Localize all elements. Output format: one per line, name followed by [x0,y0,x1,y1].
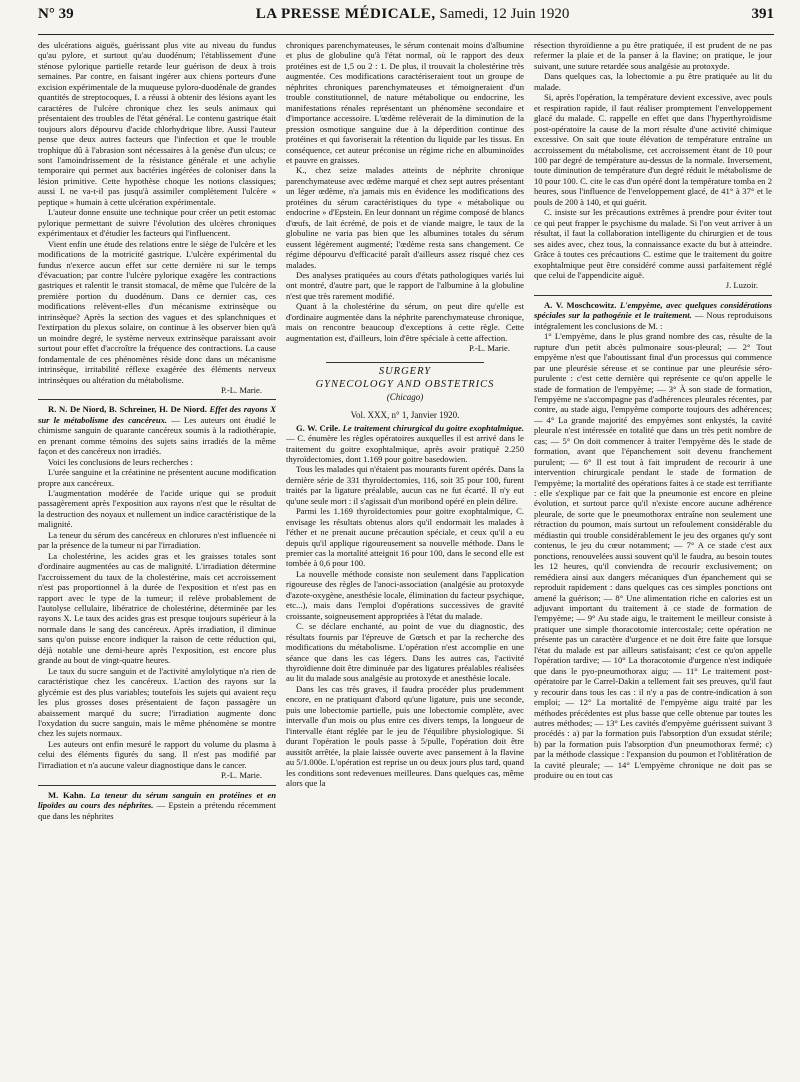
section-city: (Chicago) [386,391,424,402]
divider [38,399,276,400]
abstract-entry [534,300,772,331]
entry-authors: R. N. De Niord, B. Schreiner, H. De Niord. [48,404,207,415]
entry-title: Le traitement chirurgical du goitre exophtalmique. [342,422,524,433]
paragraph: résection thyroïdienne a pu être pratiquée, il est prudent de ne pas refermer la plaie et de la panser à la flavine; on pratique, le jour suivant, une suture retardée sous analgésie au protoxyde. [534,40,772,71]
paragraph: des ulcérations aiguës, guérissant plus vite au niveau du fundus qu'au pylore, et surtout qu'au duodénum; l'établissement d'une sténose pylorique partielle retarde leur guérison de deux à trois semaines. Par contre, en faisant ingérer aux chiens porteurs d'une excision expérimentale de la muqueuse pyloro-duodénale de grandes quantités de streptocoques, I. a réussi à obtenir des lésions ayant les caractères de l'ulcère chronique chez les seuls animaux qui présentaient des troubles de l'état général. Le contenu gastrique était toujours alors dépourvu d'acide chlorhydrique libre. Aussi l'auteur pense que deux autres facteurs que l'infection et que le trouble trophique dû à l'abrasion sont nécessaires à la genèse d'un ulcus; ce sont l'amoindrissement de la résistance générale et une achylie temporaire qui permet aux bactéries ingérées de coloniser dans la lésion primitive. Cette hypothèse choque les notions classiques; aussi I. ne va-t-il pas jusqu'à assimiler complètement l'ulcère « peptique » humain à cette ulcération expérimentale. [38,40,276,207]
entry-title: Effet des rayons X sur le métabolisme des cancéreux. [38,404,276,425]
paragraph: K., chez seize malades atteints de néphrite chronique parenchymateuse avec œdème marqué et chez sept autres présentant un léger œdème, n'a jamais mis en évidence les modifications des protéines du sérum caractéristiques du type « métabolique ou endocrine » d'Epstein. En leur donnant un régime composé de blancs d'œufs, de lait écrémé, de pois et de viande maigre, le taux de la globuline ne varia pas bien que les albumines totales du sérum eussent légèrement augmenté; l'œdème resta sans changement. Ce régime dépourvu d'efficacité paraît d'ailleurs assez risqué chez ces malades. [286,165,524,270]
paragraph: Dans les cas très graves, il faudra procéder plus prudemment encore, en ne pratiquant d'abord qu'une ligature, puis une seconde, puis une lobectomie partielle, puis une lobectomie complète, avec intervalle d'un mois ou plus entre ces divers temps, la longueur de l'intervalle étant réglée par le jeu de l'équilibre physiologique. Si durant l'opération le pouls passe à 5/pulle, l'opération doit être aussitôt arrêtée, la plaie laissée ouverte avec pansement à la flavine au 5/1.000e. L'opération est reprise un ou deux jours plus tard, quand les conditions sont redevenues meilleures. Dans quelques cas, même alors que la [286,683,524,788]
signature: P.-L. Marie. [220,770,262,781]
entry-text: — C. énumère les règles opératoires auxquelles il est arrivé dans le traitement du goitre exophtalmique, après avoir pratiqué 2.250 thyroïdectomies, dont 1.169 pour goitre basedowien. [286,433,524,464]
abstract-entry [38,404,276,456]
paragraph: L'urée sanguine et la créatinine ne présentent aucune modification propre aux cancéreux. [38,467,276,488]
volume-line: Vol. XXX, n° 1, Janvier 1920. [350,409,460,420]
paragraph: C. se déclare enchanté, au point de vue du diagnostic, des résultats fournis par l'épreuve de Gœtsch et par la recherche des modifications du métabolisme. L'opération n'est accomplie en une séance que dans les cas légers. Dans les autres cas, l'activité thyroïdienne doit être diminuée par des ligatures préalables réalisées au lit du malade sous analgésie au protoxyde et anesthésie locale. [286,621,524,684]
issue-number: N° 39 [38,6,74,22]
paragraph: Dans quelques cas, la lobectomie a pu être pratiquée au lit du malade. [534,71,772,92]
paragraph: chroniques parenchymateuses, le sérum contenait moins d'albumine et plus de globuline qu'à l'état normal, où le rapport des deux protéines est de 1,5 ou 2 : 1. De plus, il trouvait la cholestérine très augmentée. Ces modifications caractériseraient tout un groupe de néphrites chroniques parenchymateuses et témoigneraient d'un trouble constitutionnel, de nature métabolique ou endocrine, les manifestations rénales représentant un phénomène secondaire et d'importance accessoire. L'œdème relèverait de la diminution de la pression osmotique sanguine due à la déperdition continue des protéines et qui favoriserait la rétention du liquide par les tissus. En conséquence, cet auteur préconise un régime riche en albuminoïdes et pauvre en graisses. [286,40,524,165]
paragraph: Les auteurs ont enfin mesuré le rapport du volume du plasma à celui des éléments figurés du sang. Il n'est pas modifié par l'irradiation et n'a aucune valeur diagnostique dans le cancer. [38,738,276,770]
column-middle [286,40,524,1080]
signature: J. Luzoir. [725,280,758,291]
page-header [38,6,774,35]
abstract-entry [38,790,276,821]
entry-text: — Epstein a prétendu récemment que dans les néphrites [38,800,276,821]
paragraph: L'augmentation modérée de l'acide urique qui se produit passagèrement après l'exposition aux rayons n'est que le résultat de la destruction des noyaux et nullement un indice caractéristique de la malignité. [38,488,276,530]
entry-text: — Les auteurs ont étudié le chimisme sanguin de quarante cancéreux soumis à la radiothérapie, en prenant comme témoins des sujets sains irradiés de la même façon et des cancéreux non irradiés. [38,414,276,457]
abstract-entry [286,423,524,465]
paragraph: La nouvelle méthode consiste non seulement dans l'application rigoureuse des règles de l'anoci-association (analgésie au protoxyde d'azote-oxygène, anesthésie locale, élimination du facteur psychique, etc...), mais dans l'emploi d'opérations successives de gravité croissante, soigneusement appropriées à l'état du malade. [286,568,524,621]
paragraph: Le taux du sucre sanguin et de l'activité amylolytique n'a rien de caractéristique chez les cancéreux. L'action des rayons sur la glycémie est des plus variables; toutefois les sujets qui avaient reçu les plus grosses doses présentaient de façon passagère un abaissement marqué du sucre; l'irradiation augmente donc l'oxydation du sucre sanguin, mais le même phénomène se montre chez les sujets normaux. [38,665,276,739]
paragraph: Vient enfin une étude des relations entre le siège de l'ulcère et les modifications de la motricité gastrique. L'ulcère expérimental du fundus n'exerce aucun effet sur cette dernière ni sur le temps d'évacuation; par contre l'ulcère pylorique exagère les contractions gastriques et ralentit le transit stomacal, de même que l'ulcère de la première portion du duodénum. Dans ce dernier cas, ces modifications relèvent-elles d'un mécanisme extrinsèque ou intrinsèque? Après la section des vagues et des splanchniques et l'extirpation du plexus solaire, on continue à les observer bien qu'à un moindre degré, le système nerveux extrinsèque paraissant avoir surtout pour effet d'accroître la fréquence des contractions. La cause fondamentale de ces phénomènes réside donc dans un mécanisme intrinsèque, irritabilité réflexe exagérée des éléments nerveux intrinsèques ou altération du métabolisme. [38,238,276,385]
running-title [256,6,570,23]
signature: P.-L. Marie. [468,343,510,354]
entry-authors: M. Kahn. [48,789,86,800]
divider [534,295,772,296]
section-title: SURGERY [378,365,432,377]
paragraph: Quant à la cholestérine du sérum, on peut dire qu'elle est d'ordinaire augmentée dans la néphrite parenchymateuse chronique, mais on rencontre beaucoup d'exceptions à cette règle. Cette augmentation est, d'ailleurs, loin d'être spéciale à cette affection. [286,301,524,343]
section-rule [326,362,484,363]
journal-name: LA PRESSE MÉDICALE, [255,6,436,22]
paragraph: L'auteur donne ensuite une technique pour créer un petit estomac pylorique permettant de suivre l'évolution des ulcères chroniques expérimentaux et d'étudier les facteurs qui l'influencent. [38,207,276,239]
paragraph: C. insiste sur les précautions extrêmes à prendre pour éviter tout ce qui peut frapper le psychisme du malade. Si l'on veut arriver à un résultat, il faut la collaboration intelligente du chirurgien et de tous ses aides avec, chez tous, la connaissance exacte du but à atteindre. Grâce à toutes ces précautions C. estime que le traitement du goitre exophtalmique peut être considéré comme aussi parfaitement réglé que celui de l'appendicite aiguë. [534,207,772,280]
page-number: 391 [751,6,774,22]
paragraph: Tous les malades qui n'étaient pas mourants furent opérés. Dans la dernière série de 331 thyroïdectomies, 116, soit 35 pour 100, furent traités par la ligature préalable, aucun cas ne fut écarté. Il n'y eut qu'une seule mort : il s'agissait d'un moribond opéré en plein délire. [286,464,524,506]
paragraph: Si, après l'opération, la température devient excessive, avec pouls et respiration rapide, il faut réaliser promptement l'enveloppement glacé du malade. C. rappelle en effet que dans l'hyperthyroïdisme post-opératoire la cause de la mort résulte d'une activité chimique excessive. On sait que toute élévation de température entraîne un accroissement du métabolisme, cet accroissement étant de 10 pour 100 par degré de température au-dessus de la normale. Inversement, toute diminution de température d'un degré réduit le métabolisme de 10 pour 100. C. cite le cas d'un opéré dont la température tomba en 2 heures, sous l'influence de l'enveloppement glacé, de 41° à 37° et le pouls de 200 à 140, et qui guérit. [534,92,772,207]
issue-date: Samedi, 12 Juin 1920 [439,6,570,22]
entry-title: L'empyème, avec quelques considérations spéciales sur la pathogénie et le traitement. [534,299,772,321]
entry-title: La teneur du sérum sanguin en protéines et en lipoïdes au cours des néphrites. [38,789,276,811]
column-right [534,40,772,1080]
columns [38,40,774,1080]
paragraph: 1° L'empyème, dans le plus grand nombre des cas, résulte de la rupture d'un petit abcès pulmonaire sous-pleural; — 2° Tout empyème n'est que l'aboutissant final d'un processus qui commence par une pleurésie séreuse et se continue par une pleurésie séro-purulente : c'est cette dernière qui représente ce qu'on appelle le stade de formation de l'empyème; — 3° À son stade de formation, l'empyème ne s'accompagne pas d'adhérences pleurales récentes, par contre, au stade aigu, l'empyème comporte toujours des adhérences; — 4° La grande majorité des empyèmes sont enkystés, la cavité pleurale n'est intéressée en totalité que dans un très petit nombre de cas; — 5° On doit commencer à traiter l'empyème dès le stade de formation, avant que l'épanchement soit devenu franchement purulent; — 6° Il est tout à fait imprudent de recourir à une intervention chirurgicale pendant le stade de formation de l'empyème; la mortalité des opérations faites à ce stade est terrifiante : elle s'explique par ce fait que la pneumonie est encore en pleine évolution, et surtout parce qu'il n'existe encore aucune adhérence pleurale, de sorte que le pneumothorax entraîne non seulement une rétraction du poumon, mais surtout un refoulement considérable du médiastin qui trouble considérablement le jeu des organes qu'y sont contenus, le jeu du cœur notamment; — 7° A ce stade c'est aux ponctions, renouvelées aussi souvent qu'il le faudra, au besoin toutes les 12 heures, qu'il conviendra de recourir exclusivement; on remédiera ainsi aux dangers mécaniques d'un épanchement qui se reproduit rapidement : dans quelques cas ces simples ponctions ont amené la guérison; — 8° Une alimentation riche en calories est un adjuvant important du traitement à ce stade de formation de l'empyème; — 9° Au stade aigu, le traitement le meilleur consiste à pratiquer une simple thoracotomie intercostale; cette opération ne présente pas un caractère d'urgence et ne doit être faite que lorsque l'état du malade est par ailleurs satisfaisant; c'est ce qu'on appelle l'opération tardive; — 10° La thoracotomie d'urgence n'est indiquée que dans le pyo-pneumothorax aigu; — 11° Le traitement post-opératoire par le Carrel-Dakin a tellement fait ses preuves, qu'il faut y recourir dans tous les cas : il n'y a pas de contre-indication à son emploi; — 12° La mortalité de l'empyème aigu traité par les méthodes précédentes est plus basse que celle obtenue par toutes les autres méthodes; — 13° Les cavités d'empyème guérissent suivant 3 procédés : a) par la formation puis l'absorption d'un exsudat stérile; b) par la formation puis l'absorption d'un pneumothorax fermé; c) par la méthode classique : l'expansion du poumon et l'oblitération de la cavité pleurale; — 14° L'empyème chronique ne doit pas se produire ou en tout cas [534,331,772,781]
entry-authors: A. V. Moschcowitz. [544,299,617,310]
column-left [38,40,276,1080]
signature: P.-L. Marie. [220,384,262,395]
paragraph: Parmi les 1.169 thyroïdectomies pour goitre exophtalmique, C. envisage les résultats obtenus alors qu'il endormait les malades à l'éther et ne prenait aucune précaution spéciale, et ceux qu'il a eu depuis qu'il applique rigoureusement sa nouvelle méthode. Dans le premier cas la mortalité atteignit 16 pour 100, dans le second elle est tombée à 0,6 pour 100. [286,506,524,569]
section-title-2: GYNECOLOGY AND OBSTETRICS [315,378,495,390]
paragraph: La cholestérine, les acides gras et les graisses totales sont d'ordinaire augmentées au cas de malignité. L'irradiation détermine l'accroissement du taux de la cholestérine, mais cet accroissement n'est pas proportionnel à la durée de l'exposition et n'est pas en rapport avec le type de la tumeur; il relève probablement de l'autolyse cellulaire, libératrice de cholestérine, déterminée par les rayons X. Le taux des acides gras est presque toujours supérieur à la normale dans le sang des cancéreux. Après irradiation, il diminue sans qu'on puisse encore indiquer la raison de cette réduction qui, déjà notable une demi-heure après l'exposition, est encore plus grande au bout de vingt-quatre heures. [38,550,276,666]
paragraph: Des analyses pratiquées au cours d'états pathologiques variés lui ont montré, d'autre part, que le rapport de l'albumine à la globuline n'est que très rarement modifié. [286,269,524,301]
divider [38,785,276,786]
entry-text: — Nous reproduisons intégralement les conclusions de M. : [534,310,772,331]
paragraph: Voici les conclusions de leurs recherches : [48,456,193,467]
paragraph: La teneur du sérum des cancéreux en chlorures n'est influencée ni par la présence de la tumeur ni par l'irradiation. [38,529,276,551]
entry-authors: G. W. Crile. [296,422,341,433]
